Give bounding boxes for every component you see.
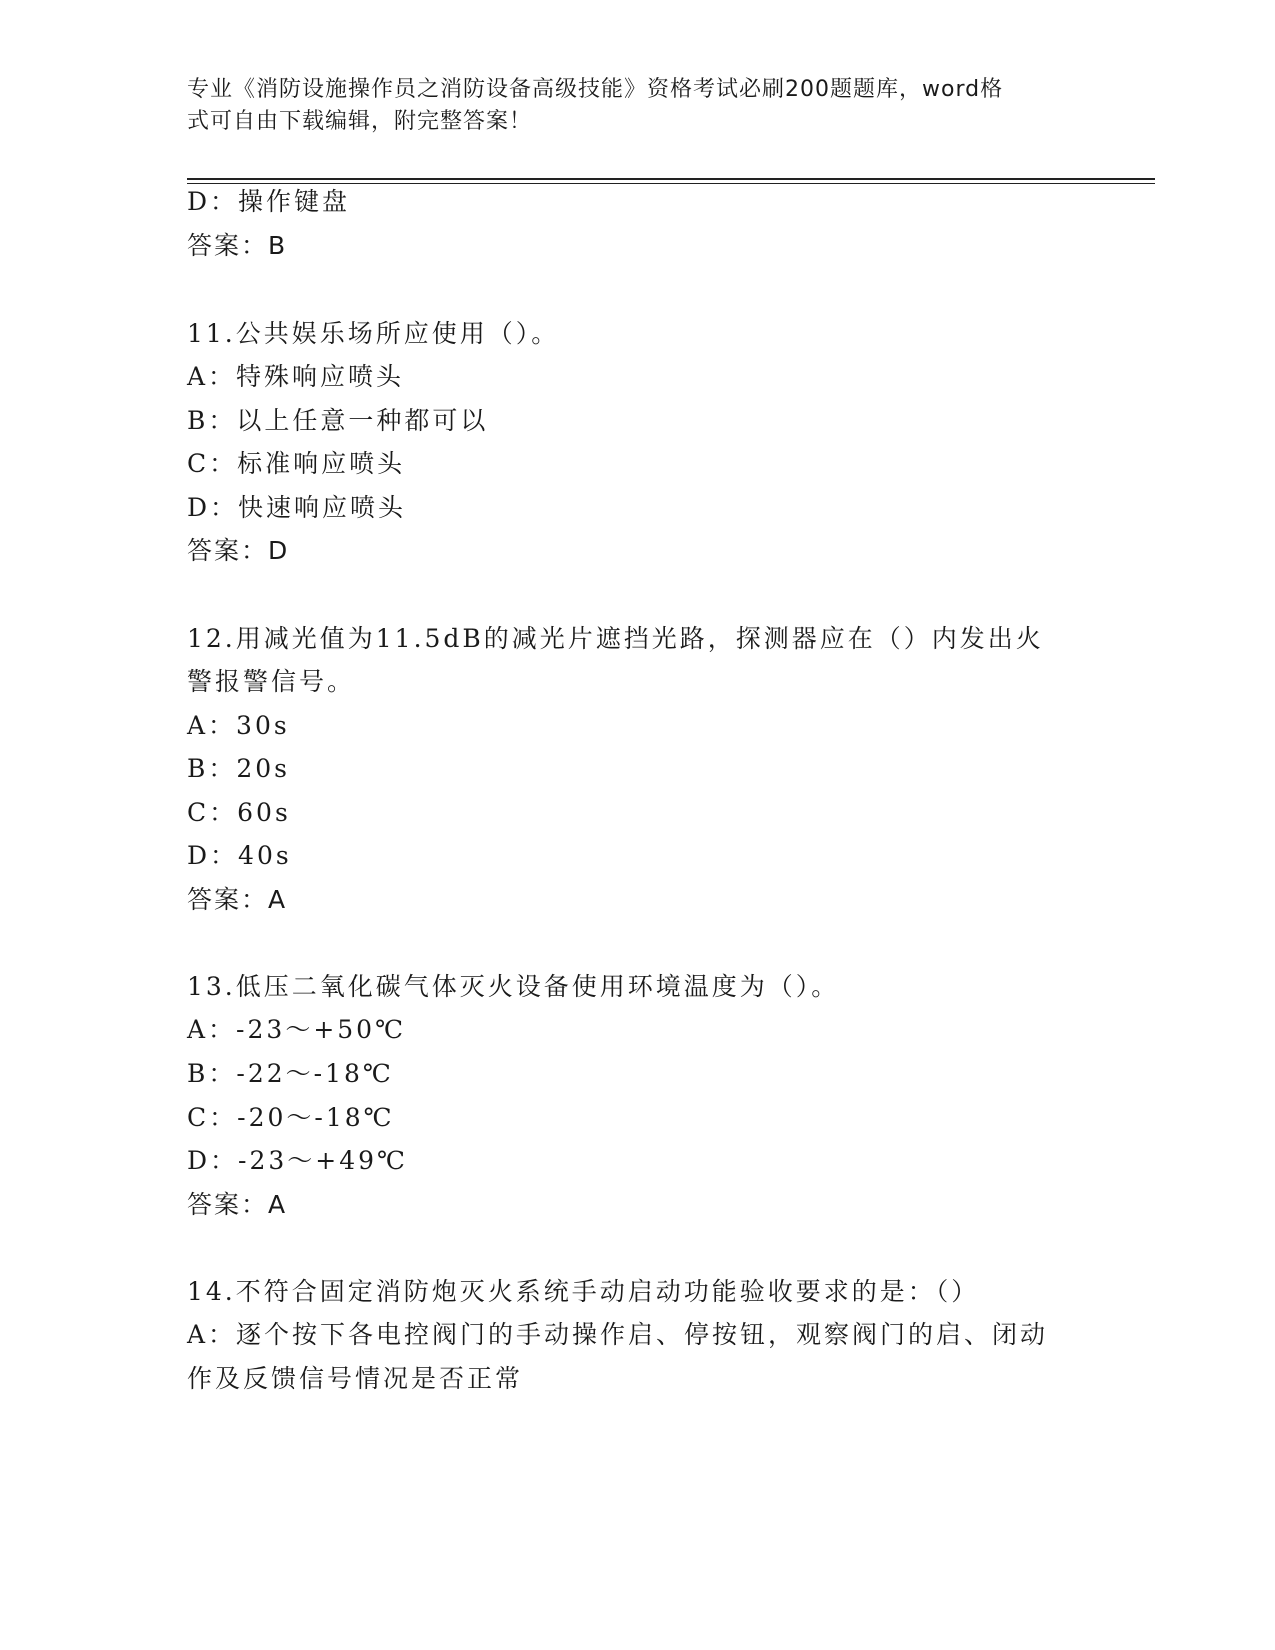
q12-option-c: C：60s (187, 798, 291, 827)
q11-option-a: A：特殊响应喷头 (187, 362, 405, 391)
header-line-2: 式可自由下载编辑，附完整答案！ (187, 109, 533, 134)
q13-option-c: C：-20～-18℃ (187, 1103, 395, 1132)
header-line-1: 专业《消防设施操作员之消防设备高级技能》资格考试必刷200题题库，word格 (187, 77, 1004, 102)
q11-answer: 答案：D (187, 536, 290, 565)
q12-stem-line-2: 警报警信号。 (187, 667, 356, 696)
header-rule-thin (187, 183, 1155, 184)
q10-option-d: D：操作键盘 (187, 187, 351, 216)
q14-stem: 14.不符合固定消防炮灭火系统手动启动功能验收要求的是：（） (187, 1277, 980, 1306)
q14-option-a-line-1: A：逐个按下各电控阀门的手动操作启、停按钮，观察阀门的启、闭动 (187, 1320, 1049, 1349)
q12-option-b: B：20s (187, 754, 291, 783)
q11-option-b: B：以上任意一种都可以 (187, 406, 489, 435)
q12-stem-line-1: 12.用减光值为11.5dB的减光片遮挡光路，探测器应在（）内发出火 (187, 624, 1044, 653)
q13-answer: 答案：A (187, 1190, 288, 1219)
q13-option-b: B：-22～-18℃ (187, 1059, 394, 1088)
q12-answer: 答案：A (187, 885, 288, 914)
q11-option-d: D：快速响应喷头 (187, 493, 407, 522)
q13-option-d: D：-23～+49℃ (187, 1146, 409, 1175)
q11-option-c: C：标准响应喷头 (187, 449, 406, 478)
q12-option-a: A：30s (187, 711, 290, 740)
q10-answer: 答案：B (187, 231, 288, 260)
document-header (187, 74, 1067, 138)
q11-stem: 11.公共娱乐场所应使用（）。 (187, 319, 560, 348)
header-rule-thick (187, 178, 1155, 180)
q12-option-d: D：40s (187, 841, 292, 870)
q14-option-a-line-2: 作及反馈信号情况是否正常 (187, 1364, 524, 1393)
q13-option-a: A：-23～+50℃ (187, 1015, 407, 1044)
q13-stem: 13.低压二氧化碳气体灭火设备使用环境温度为（）。 (187, 972, 840, 1001)
